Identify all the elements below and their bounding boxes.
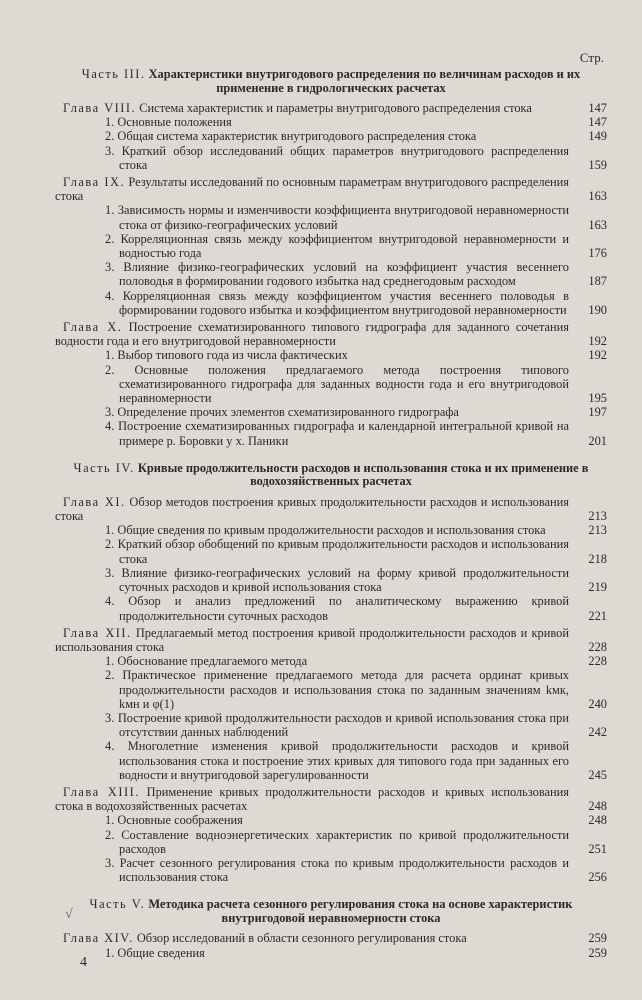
section-title: Общая система характеристик внутригодового распределения стока (117, 129, 477, 144)
section-number: 1. (105, 945, 115, 960)
section-number: 4. (105, 419, 115, 434)
chapter-label: Глава XIII. (63, 784, 140, 799)
chapter-label: Глава XII. (63, 625, 132, 640)
section-entry[interactable] (55, 348, 607, 362)
section-number: 1. (105, 203, 115, 218)
section-title: Практическое применение предлагаемого метода для расчета ординат кривых продолжительности расходов и использования стока по заданным значениям kмк, kмн и φ(1) (119, 668, 569, 711)
chapter-page: 163 (588, 189, 607, 204)
section-title: Обоснование предлагаемого метода (117, 654, 308, 669)
section-page: 242 (588, 725, 607, 740)
section-page: 163 (588, 217, 607, 232)
section-entry[interactable] (55, 363, 607, 406)
section-title: Расчет сезонного регулирования стока по кривым продолжительности расходов и использования стока (119, 855, 569, 885)
section-number: 4. (105, 594, 115, 609)
section-entry[interactable] (55, 419, 607, 447)
section-number: 4. (105, 288, 115, 303)
section-entry[interactable] (55, 129, 607, 143)
section-page: 245 (588, 767, 607, 782)
section-entry[interactable] (55, 260, 607, 288)
chapter-label: Глава XI. (63, 494, 126, 509)
chapter-page: 259 (588, 931, 607, 946)
section-page: 240 (588, 696, 607, 711)
section-entry[interactable] (55, 739, 607, 782)
chapter-title: Система характеристик и параметры внутригодового распределения стока (139, 101, 532, 115)
section-entry[interactable] (55, 566, 607, 594)
section-entry[interactable] (55, 828, 607, 856)
section-number: 2. (105, 362, 115, 377)
page-number: 4 (80, 955, 87, 970)
section-title: Влияние физико-географических условий на коэффициент участия весеннего половодья в формировании годового избытка над среднегодовым расходом (119, 260, 569, 289)
section-page: 159 (588, 157, 607, 172)
section-number: 3. (105, 405, 115, 420)
section-page: 259 (588, 945, 607, 960)
chapter-entry[interactable] (55, 495, 607, 523)
chapter-page: 147 (588, 101, 607, 115)
chapter-label: Глава VIII. (63, 101, 137, 115)
section-entry[interactable] (55, 289, 607, 317)
chapter-entry[interactable] (55, 931, 607, 945)
chapter-page: 228 (588, 639, 607, 654)
chapter-title: Предлагаемый метод построения кривой продолжительности расходов и кривой использования стока (55, 625, 569, 654)
section-title: Основные соображения (117, 813, 243, 828)
section-page: 248 (588, 813, 607, 828)
section-entry[interactable] (55, 946, 607, 960)
section-number: 2. (105, 537, 115, 552)
part-heading (55, 68, 607, 95)
section-page: 197 (588, 405, 607, 420)
section-page: 190 (588, 302, 607, 317)
section-entry[interactable] (55, 594, 607, 622)
chapter-entry[interactable] (55, 626, 607, 654)
section-number: 3. (105, 143, 115, 158)
section-entry[interactable] (55, 203, 607, 231)
section-title: Корреляционная связь между коэффициентом внутригодовой неравномерности и водностью года (119, 231, 569, 261)
section-page: 149 (588, 129, 607, 144)
part-title: Кривые продолжительности расходов и использования стока и их применение в водохозяйственных расчетах (137, 460, 589, 489)
section-entry[interactable] (55, 523, 607, 537)
part-title: Характеристики внутригодового распределения по величинам расходов и их применение в гидрологических расчетах (148, 67, 581, 95)
section-page: 192 (588, 348, 607, 363)
table-of-contents (55, 60, 607, 960)
part-label: Часть V. (89, 897, 146, 912)
section-page: 176 (588, 246, 607, 261)
section-entry[interactable] (55, 144, 607, 172)
chapter-label: Глава IX. (63, 175, 126, 190)
section-number: 4. (105, 739, 115, 754)
section-number: 2. (105, 129, 115, 144)
section-page: 256 (588, 870, 607, 885)
section-title: Выбор типового года из числа фактических (117, 348, 348, 363)
section-number: 1. (105, 813, 115, 828)
section-number: 3. (105, 710, 115, 725)
section-page: 218 (588, 551, 607, 566)
part-title: Методика расчета сезонного регулирования стока на основе характеристик внутригодовой неравномерности стока (148, 897, 573, 925)
section-title: Обзор и анализ предложений по аналитическому выражению кривой продолжительности суточных расходов (119, 594, 569, 623)
section-title: Построение кривой продолжительности расходов и кривой использования стока при отсутствии данных наблюдений (117, 710, 569, 740)
page-column-label: Стр. (579, 50, 604, 65)
section-page: 187 (588, 274, 607, 289)
section-entry[interactable] (55, 813, 607, 827)
section-entry[interactable] (55, 668, 607, 711)
chapter-title: Обзор методов построения кривых продолжительности расходов и использования стока (55, 494, 569, 524)
section-entry[interactable] (55, 654, 607, 668)
part-label: Часть III. (81, 67, 146, 81)
section-title: Зависимость нормы и изменчивости коэффициента внутригодовой неравномерности стока от физико-географических условий (117, 203, 569, 232)
section-title: Краткий обзор исследований общих параметров внутригодового распределения стока (119, 143, 569, 172)
section-entry[interactable] (55, 405, 607, 419)
chapter-entry[interactable] (55, 175, 607, 203)
section-number: 1. (105, 115, 115, 130)
section-page: 147 (588, 115, 607, 130)
part-label: Часть IV. (73, 460, 135, 475)
margin-checkmark: √ (65, 907, 73, 922)
section-title: Основные положения предлагаемого метода построения типового схематизированного гидрографа для заданных водности года и его внутригодовой неравномерности (119, 362, 569, 406)
section-title: Основные положения (117, 115, 232, 130)
part-heading (55, 462, 607, 489)
section-page: 251 (588, 841, 607, 856)
section-title: Построение схематизированных гидрографа и календарной интегральной кривой на примере р. Боровки у х. Паники (118, 419, 569, 448)
chapter-title: Применение кривых продолжительности расходов и кривых использования стока в водохозяйственных расчетах (55, 784, 569, 814)
section-number: 1. (105, 523, 115, 538)
section-page: 195 (588, 391, 607, 406)
chapter-page: 248 (588, 799, 607, 814)
section-number: 2. (105, 231, 115, 246)
section-title: Многолетние изменения кривой продолжительности расходов и кривой использования стока и построение этих кривых для типового года при заданных его водности и внутригодовой зарегулированности (119, 739, 569, 782)
section-number: 1. (105, 348, 115, 363)
section-title: Составление водноэнергетических характеристик по кривой продолжительности расходов (119, 827, 569, 856)
section-number: 3. (105, 260, 115, 275)
section-title: Общие сведения (117, 945, 205, 960)
section-page: 228 (588, 654, 607, 669)
chapter-page: 192 (588, 334, 607, 349)
chapter-label: Глава X. (63, 320, 123, 335)
section-entry[interactable] (55, 115, 607, 129)
part-heading (55, 898, 607, 925)
section-entry[interactable] (55, 232, 607, 260)
section-title: Влияние физико-географических условий на форму кривой продолжительности суточных расходов и кривой использования стока (119, 565, 569, 595)
chapter-label: Глава XIV. (63, 931, 134, 946)
chapter-title: Обзор исследований в области сезонного регулирования стока (136, 931, 467, 946)
section-page: 219 (588, 580, 607, 595)
chapter-entry[interactable] (55, 320, 607, 348)
section-number: 3. (105, 565, 115, 580)
section-number: 2. (105, 827, 115, 842)
section-entry[interactable] (55, 856, 607, 884)
section-title: Общие сведения по кривым продолжительности расходов и использования стока (117, 523, 546, 538)
chapter-title: Построение схематизированного типового гидрографа для заданного сочетания водности года и его внутригодовой неравномерности (55, 320, 569, 349)
section-number: 3. (105, 855, 115, 870)
section-entry[interactable] (55, 711, 607, 739)
section-number: 2. (105, 668, 115, 683)
section-title: Краткий обзор обобщений по кривым продолжительности расходов и использования стока (117, 537, 569, 566)
section-page: 213 (588, 523, 607, 538)
chapter-page: 213 (588, 509, 607, 524)
section-entry[interactable] (55, 537, 607, 565)
section-number: 1. (105, 654, 115, 669)
section-title: Корреляционная связь между коэффициентом участия весеннего половодья в формировании годового избытка и коэффициентом внутригодовой неравномерности (119, 288, 569, 317)
section-page: 201 (588, 433, 607, 448)
section-page: 221 (588, 608, 607, 623)
section-title: Определение прочих элементов схематизированного гидрографа (117, 405, 459, 420)
chapter-entry[interactable] (55, 785, 607, 813)
chapter-entry[interactable] (55, 101, 607, 115)
chapter-title: Результаты исследований по основным параметрам внутригодового распределения стока (55, 175, 569, 204)
